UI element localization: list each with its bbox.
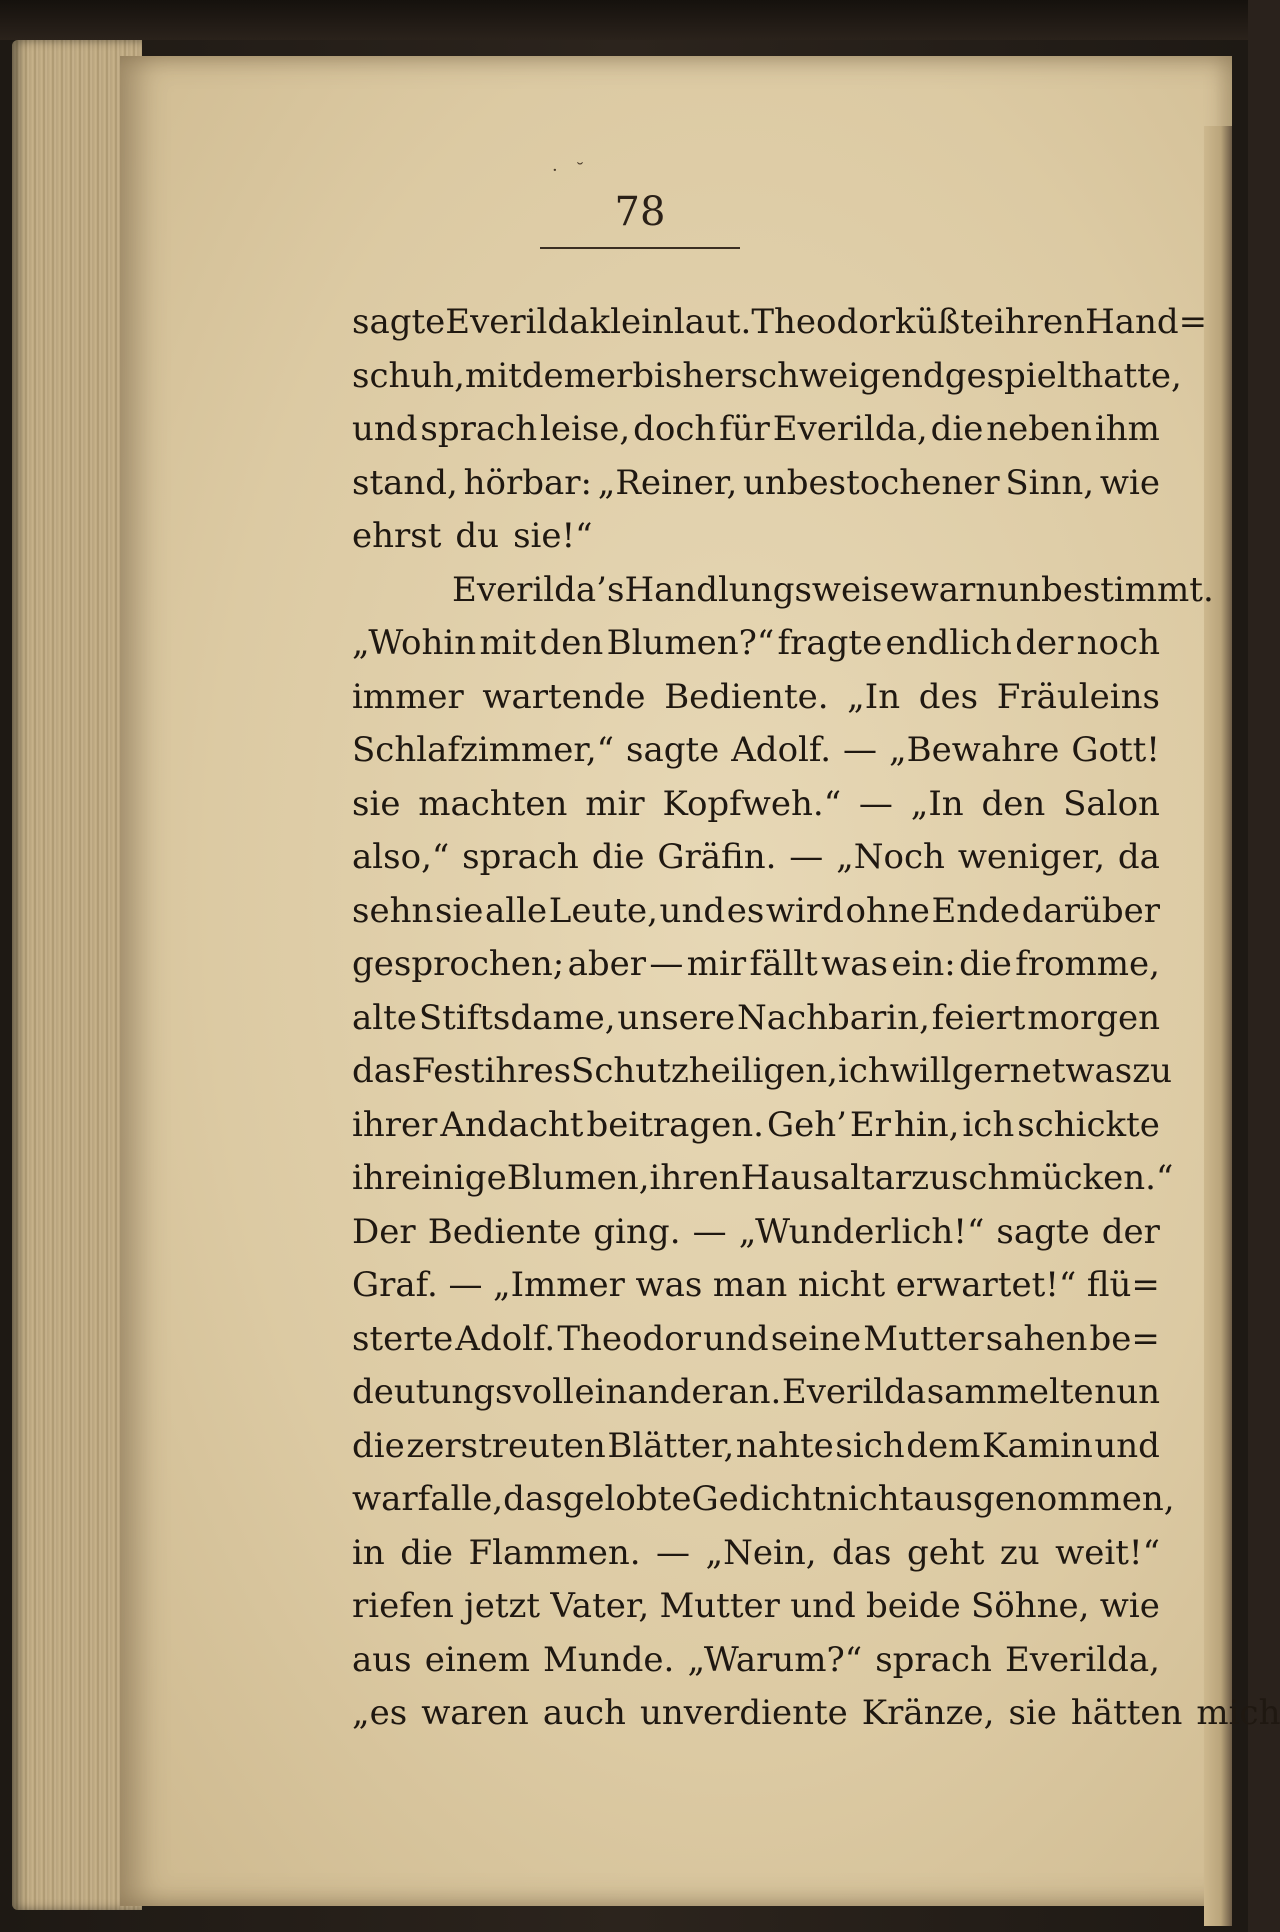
text-word: Gedicht xyxy=(691,1479,826,1519)
text-word: Kamin xyxy=(982,1425,1093,1466)
text-word: schickte xyxy=(1017,1104,1160,1145)
text-word: sammelte xyxy=(926,1372,1094,1412)
text-word: da xyxy=(1117,837,1160,877)
text-line xyxy=(352,938,1160,992)
text-word: die xyxy=(400,1532,454,1573)
text-word: „Reiner, xyxy=(597,462,738,503)
text-line xyxy=(352,1420,1160,1474)
text-word: Er xyxy=(849,1104,891,1145)
text-word: neben xyxy=(986,409,1093,449)
text-word: ihrer xyxy=(352,1104,438,1145)
text-word: alle, xyxy=(430,1479,504,1519)
text-line xyxy=(352,564,1214,618)
text-line xyxy=(352,1366,1160,1420)
text-word: ein: xyxy=(891,944,956,984)
text-word: einem xyxy=(424,1639,530,1680)
text-word: riefen xyxy=(352,1586,454,1626)
text-word: sich xyxy=(835,1425,905,1466)
text-word: „Immer xyxy=(493,1265,625,1305)
text-word: ihr xyxy=(352,1158,402,1198)
text-word: stand, xyxy=(352,462,458,503)
text-word: für xyxy=(719,409,770,449)
text-word: Leute, xyxy=(548,890,658,931)
text-word: nicht xyxy=(825,1479,914,1519)
text-word: „Nein, xyxy=(705,1532,817,1573)
text-word: flü= xyxy=(1086,1265,1160,1305)
text-word: die xyxy=(591,837,645,877)
text-word: fällt xyxy=(749,944,818,984)
text-word: — xyxy=(789,837,824,877)
text-word: sie xyxy=(1008,1693,1057,1733)
text-word: wird xyxy=(765,890,844,931)
text-line xyxy=(352,831,1160,885)
text-word: Ende xyxy=(931,890,1021,931)
text-word: Mutter xyxy=(863,1318,984,1359)
text-word: geht xyxy=(906,1532,985,1573)
text-word: schuh, xyxy=(352,355,465,396)
text-word: und xyxy=(659,890,726,931)
text-word: des xyxy=(918,676,979,717)
text-word: nahte xyxy=(735,1425,834,1466)
text-word: hätten xyxy=(1070,1693,1183,1733)
text-line xyxy=(352,296,1208,350)
text-word: unbestochener xyxy=(743,462,1000,503)
text-word: ihres xyxy=(484,1051,572,1091)
text-word: ausgenommen, xyxy=(913,1479,1175,1519)
text-word: Hausaltar xyxy=(740,1158,912,1198)
text-word: auch xyxy=(542,1693,626,1733)
text-word: ihren xyxy=(994,302,1086,342)
text-word: sprach xyxy=(420,409,538,449)
text-word: will xyxy=(889,1051,952,1091)
text-word: bisher xyxy=(632,355,741,396)
text-word: das xyxy=(832,1532,892,1573)
text-line xyxy=(352,1527,1160,1581)
text-word: doch xyxy=(633,409,717,449)
text-word: du xyxy=(455,516,500,556)
text-word: zu xyxy=(1132,1051,1173,1091)
text-word: ehrst xyxy=(352,516,442,556)
text-line xyxy=(352,1206,1160,1260)
text-word: sprach xyxy=(875,1639,992,1680)
text-line xyxy=(352,1687,1280,1741)
text-word: und xyxy=(352,409,418,449)
text-word: Adolf. xyxy=(455,1318,556,1359)
text-word: ohne xyxy=(845,890,930,931)
text-word: „Wohin xyxy=(352,623,477,663)
text-word: Theodor xyxy=(557,1318,701,1359)
text-word: Flammen. xyxy=(468,1532,641,1573)
text-word: hörbar: xyxy=(463,462,592,503)
text-word: waren xyxy=(421,1693,529,1733)
text-word: — xyxy=(649,944,684,984)
text-word: feiert xyxy=(931,997,1026,1038)
text-word: aus xyxy=(352,1639,412,1680)
text-word: erwartet!“ xyxy=(895,1265,1077,1305)
text-word: mit xyxy=(479,623,537,663)
text-word: gern xyxy=(951,1051,1032,1091)
text-word: Blumen?“ xyxy=(606,623,775,663)
text-word: wie xyxy=(1099,1586,1160,1626)
text-line xyxy=(352,1634,1160,1688)
text-word: zu xyxy=(911,1158,951,1198)
text-line xyxy=(352,1152,1174,1206)
text-word: unverdiente xyxy=(639,1693,848,1733)
text-word: ihm xyxy=(1094,409,1160,449)
text-word: nicht xyxy=(797,1265,886,1305)
text-word: den xyxy=(981,783,1046,824)
text-word: den xyxy=(539,623,604,663)
text-word: der xyxy=(1015,623,1074,663)
page-gutter-shadow xyxy=(1204,126,1232,1926)
text-word: „In xyxy=(847,676,901,717)
text-word: Adolf. xyxy=(731,730,832,770)
text-line xyxy=(352,403,1160,457)
text-word: be= xyxy=(1089,1318,1160,1359)
header-rule xyxy=(540,247,740,249)
text-word: — xyxy=(858,783,893,824)
text-word: war xyxy=(909,569,976,610)
text-word: darüber xyxy=(1021,890,1160,931)
page-ornament: · ˘ xyxy=(552,160,591,181)
text-line xyxy=(352,778,1160,832)
text-word: ich xyxy=(962,1104,1015,1145)
text-word: also,“ xyxy=(352,837,450,877)
text-word: dem xyxy=(906,1425,981,1466)
text-word: Everilda, xyxy=(1004,1639,1160,1680)
text-word: Söhne, xyxy=(971,1586,1090,1626)
text-word: Hand= xyxy=(1085,302,1208,342)
text-word: „Wunderlich!“ xyxy=(738,1211,985,1252)
text-word: nun xyxy=(1094,1372,1160,1412)
text-word: schmücken.“ xyxy=(950,1158,1174,1198)
text-word: unsere xyxy=(617,997,736,1038)
text-word: einige xyxy=(401,1158,507,1198)
text-line xyxy=(352,1099,1160,1153)
text-word: Der xyxy=(352,1211,416,1252)
text-line xyxy=(352,1580,1160,1634)
text-word: sagte xyxy=(626,730,720,770)
text-word: mich xyxy=(1196,1693,1280,1733)
text-word: das xyxy=(352,1051,412,1091)
text-word: sagte xyxy=(996,1211,1090,1252)
text-word: aber xyxy=(567,944,647,984)
text-word: „es xyxy=(352,1693,408,1733)
text-word: er xyxy=(595,355,633,396)
text-word: Graf. xyxy=(352,1265,438,1305)
text-word: gespielt xyxy=(944,355,1082,396)
text-word: etwas xyxy=(1031,1051,1133,1091)
text-word: weniger, xyxy=(957,837,1106,877)
text-word: mit xyxy=(465,355,522,396)
text-word: sie xyxy=(352,783,401,824)
text-word: Everilda xyxy=(445,302,590,342)
text-word: sagte xyxy=(352,302,446,342)
text-word: was xyxy=(821,944,888,984)
text-word: nun xyxy=(975,569,1041,610)
text-word: Handlungsweise xyxy=(624,569,910,610)
text-word: Kopfweh.“ xyxy=(662,783,842,824)
text-line xyxy=(352,510,1160,564)
text-word: „Noch xyxy=(836,837,945,877)
text-word: das xyxy=(503,1479,563,1519)
text-word: fragte xyxy=(777,623,883,663)
text-word: seine xyxy=(770,1318,862,1359)
text-word: Gott! xyxy=(1071,730,1160,770)
text-word: „Bewahre xyxy=(889,730,1060,770)
text-word: sie xyxy=(434,890,484,931)
text-word: was xyxy=(635,1265,703,1305)
text-word: in xyxy=(352,1532,385,1573)
text-word: sprach xyxy=(462,837,579,877)
text-word: machten xyxy=(418,783,568,824)
text-word: endlich xyxy=(885,623,1012,663)
text-word: — xyxy=(448,1265,483,1305)
text-word: dem xyxy=(521,355,596,396)
text-line xyxy=(352,617,1160,671)
text-line xyxy=(352,885,1160,939)
text-line xyxy=(352,724,1160,778)
text-word: sahen xyxy=(985,1318,1088,1359)
text-word: Everilda, xyxy=(772,409,928,449)
text-word: ihren xyxy=(649,1158,741,1198)
book-cover-edge xyxy=(0,0,1248,40)
text-word: es xyxy=(726,890,765,931)
text-word: wie xyxy=(1099,462,1160,503)
text-word: deutungsvoll xyxy=(352,1372,574,1412)
text-word: Schlafzimmer,“ xyxy=(352,730,615,770)
text-word: Stiftsdame, xyxy=(418,997,616,1038)
text-word: die xyxy=(959,944,1012,984)
page-number: 78 xyxy=(614,189,666,235)
text-word: der xyxy=(1101,1211,1160,1252)
text-word: Blumen, xyxy=(506,1158,650,1198)
text-word: wartende xyxy=(482,676,646,717)
text-word: Everilda xyxy=(781,1372,927,1412)
text-word: sie!“ xyxy=(513,516,593,556)
text-word: immer xyxy=(352,676,464,717)
text-word: noch xyxy=(1076,623,1160,663)
text-word: Nachbarin, xyxy=(737,997,930,1038)
text-line xyxy=(352,457,1160,511)
text-word: die xyxy=(352,1425,405,1466)
text-word: küßte xyxy=(895,302,995,342)
text-word: morgen xyxy=(1027,997,1160,1038)
text-word: Fräuleins xyxy=(996,676,1160,717)
text-line xyxy=(352,1045,1173,1099)
text-word: „Warum?“ xyxy=(687,1639,863,1680)
text-word: leise, xyxy=(539,409,631,449)
text-word: alte xyxy=(352,997,417,1038)
text-line xyxy=(352,1313,1160,1367)
text-word: hatte, xyxy=(1081,355,1182,396)
text-word: man xyxy=(712,1265,788,1305)
text-word: Geh’ xyxy=(766,1104,847,1145)
text-word: beide xyxy=(866,1586,961,1626)
body-text xyxy=(352,296,1280,1741)
text-word: und xyxy=(703,1318,769,1359)
text-word: alle xyxy=(485,890,548,931)
text-word: — xyxy=(692,1211,727,1252)
text-word: fromme, xyxy=(1015,944,1160,984)
text-word: Gräfin. xyxy=(657,837,777,877)
text-word: Schutzheiligen, xyxy=(571,1051,838,1091)
text-word: jetzt xyxy=(464,1586,541,1626)
text-word: Everilda’s xyxy=(452,569,625,610)
text-word: warf xyxy=(352,1479,431,1519)
text-word: zerstreuten xyxy=(406,1425,606,1466)
text-word: Bediente xyxy=(427,1211,582,1252)
text-word: und xyxy=(790,1586,856,1626)
text-word: kleinlaut. xyxy=(589,302,752,342)
text-line xyxy=(352,350,1182,404)
text-word: Andacht xyxy=(440,1104,584,1145)
text-word: ging. xyxy=(593,1211,681,1252)
text-word: bestimmt. xyxy=(1040,569,1214,610)
text-word: Vater, xyxy=(550,1586,650,1626)
text-line xyxy=(352,992,1160,1046)
text-word: Theodor xyxy=(751,302,896,342)
text-word: weit!“ xyxy=(1055,1532,1160,1573)
text-word: Munde. xyxy=(543,1639,675,1680)
text-word: beitragen. xyxy=(586,1104,764,1145)
text-word: sehn xyxy=(352,890,434,931)
text-word: zu xyxy=(999,1532,1040,1573)
text-word: Salon xyxy=(1063,783,1160,824)
text-word: ich xyxy=(837,1051,890,1091)
text-word: schweigend xyxy=(740,355,945,396)
text-word: Sinn, xyxy=(1005,462,1095,503)
text-word: „In xyxy=(910,783,964,824)
text-word: Bediente. xyxy=(664,676,829,717)
text-word: Mutter xyxy=(659,1586,780,1626)
text-word: mir xyxy=(585,783,645,824)
text-word: — xyxy=(656,1532,690,1573)
text-line xyxy=(352,1259,1160,1313)
text-word: hin, xyxy=(893,1104,960,1145)
text-word: und xyxy=(1094,1425,1160,1466)
text-word: die xyxy=(930,409,984,449)
text-word: mir xyxy=(686,944,747,984)
text-word: gelobte xyxy=(562,1479,692,1519)
text-word: gesprochen; xyxy=(352,944,565,984)
text-line xyxy=(352,1473,1175,1527)
text-word: — xyxy=(843,730,878,770)
text-word: Fest xyxy=(411,1051,485,1091)
text-word: Blätter, xyxy=(607,1425,735,1466)
text-line xyxy=(352,671,1160,725)
text-word: sterte xyxy=(352,1318,454,1359)
text-word: Kränze, xyxy=(861,1693,995,1733)
text-word: einander xyxy=(574,1372,728,1412)
text-word: an. xyxy=(728,1372,782,1412)
